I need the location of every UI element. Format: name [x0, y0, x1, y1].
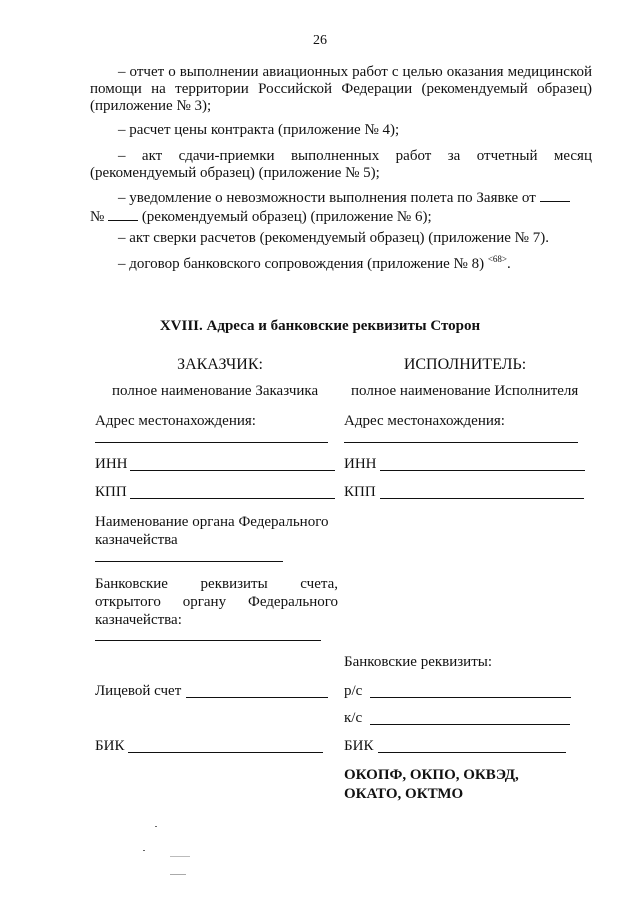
list-item-wrap [90, 122, 592, 139]
scan-speck [170, 874, 186, 875]
contractor-inn-line [380, 470, 585, 471]
list-item [90, 256, 592, 274]
scan-speck [170, 856, 190, 857]
customer-full-name: полное наименование Заказчика [112, 383, 319, 399]
contractor-address-line [344, 442, 578, 443]
page-number: 26 [313, 33, 327, 48]
list-item: – расчет цены контракта (приложение № 4); [118, 122, 400, 138]
list-item: – отчет о выполнении авиационных работ с целью оказания медицинской помощи на территории Российской Федерации (рекомендуемый образец) (приложение № 3); [90, 64, 592, 114]
customer-treasury-line [95, 561, 283, 562]
scan-speck [155, 826, 157, 827]
period: . [507, 256, 511, 272]
list-item: – акт сверки расчетов (рекомендуемый образец) (приложение № 7). [118, 230, 549, 246]
contractor-bank-details-label: Банковские реквизиты: [344, 654, 493, 670]
footnote-ref: <68> [487, 254, 507, 264]
list-item-wrap [90, 230, 592, 247]
customer-address-label: Адрес местонахождения: [95, 413, 256, 429]
contractor-kpp-line [380, 498, 584, 499]
list-item-text: – уведомление о невозможности выполнения полета по Заявке от [118, 190, 536, 206]
customer-bik-line [128, 752, 323, 753]
customer-heading: ЗАКАЗЧИК: [177, 356, 263, 373]
customer-personal-account-label: Лицевой счет [95, 683, 182, 699]
contractor-inn-label: ИНН [344, 456, 377, 472]
list-item [90, 188, 592, 207]
scan-speck [143, 850, 145, 851]
list-item: – акт сдачи-приемки выполненных работ за отчетный месяц (рекомендуемый образец) (приложение № 5); [90, 148, 592, 181]
contractor-heading: ИСПОЛНИТЕЛЬ: [403, 356, 527, 373]
list-item-wrap [90, 256, 592, 274]
customer-inn-line [130, 470, 335, 471]
contractor-bik-label: БИК [344, 738, 374, 754]
contractor-full-name: полное наименование Исполнителя [351, 383, 579, 399]
contractor-settlement-account-label: р/с [344, 683, 363, 699]
list-item-wrap [90, 148, 592, 182]
section-title: XVIII. Адреса и банковские реквизиты Сторон [159, 318, 481, 334]
contractor-address-label: Адрес местонахождения: [344, 413, 505, 429]
customer-inn-label: ИНН [95, 456, 128, 472]
customer-treasury-label: Наименование органа Федерального казначейства [95, 514, 329, 548]
list-item-wrap [90, 188, 592, 226]
number-sign: № [90, 209, 105, 225]
customer-bank-details-label: Банковские реквизиты счета, открытого органу Федерального казначейства: [95, 576, 338, 628]
contractor-settlement-line [370, 697, 571, 698]
contractor-corr-account-label: к/с [344, 710, 363, 726]
contractor-bik-line [378, 752, 566, 753]
list-item-text: (рекомендуемый образец) (приложение № 6); [141, 209, 432, 225]
attachments-list [90, 64, 592, 115]
contractor-corr-line [370, 724, 570, 725]
customer-bik-label: БИК [95, 738, 125, 754]
list-item-cont [90, 207, 592, 226]
customer-kpp-label: КПП [95, 484, 127, 500]
customer-kpp-line [130, 498, 335, 499]
list-item-text: – договор банковского сопровождения (приложение № 8) [118, 256, 485, 272]
contractor-kpp-label: КПП [344, 484, 376, 500]
customer-address-line [95, 442, 328, 443]
number-blank [108, 207, 138, 221]
customer-bank-line [95, 640, 321, 641]
contractor-codes: ОКОПФ, ОКПО, ОКВЭД, ОКАТО, ОКТМО [344, 767, 519, 802]
date-blank [540, 188, 570, 202]
customer-personal-account-line [186, 697, 328, 698]
